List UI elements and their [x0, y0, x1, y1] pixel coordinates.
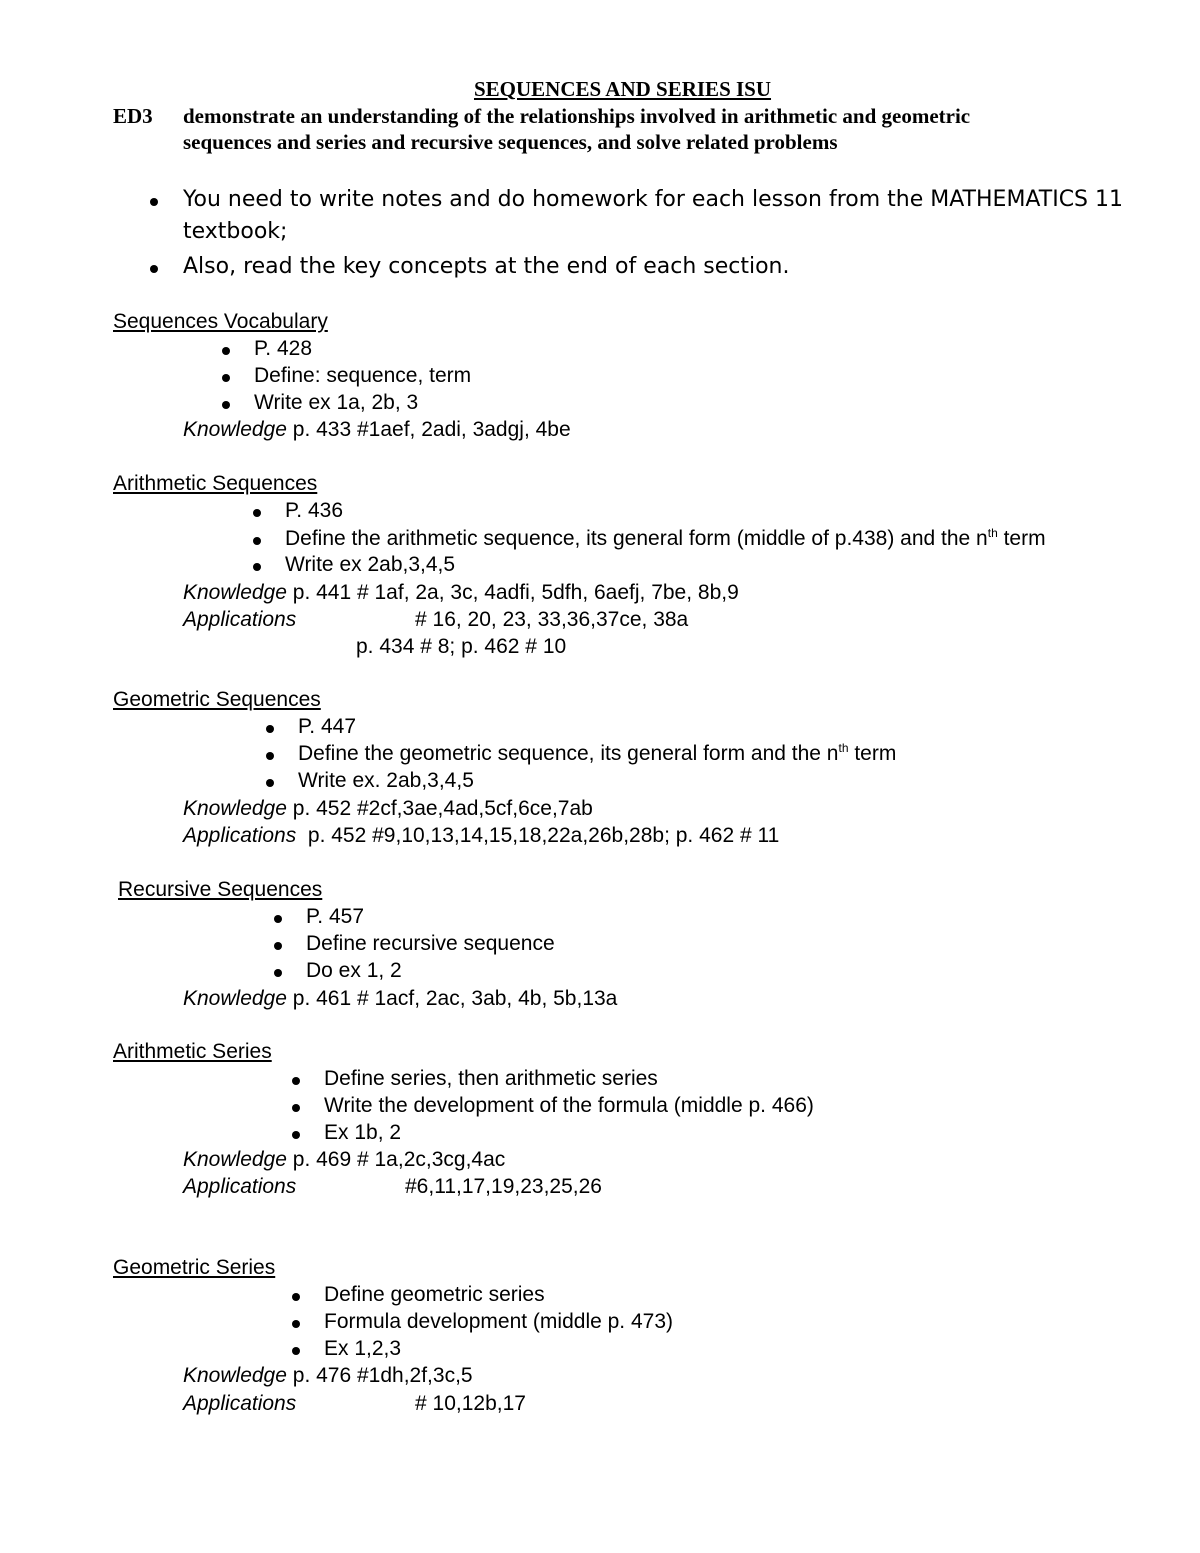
bullet-icon: [292, 1077, 300, 1085]
instruction-1-line-1: You need to write notes and do homework for each lesson from the MATHEMATICS 11: [183, 187, 1124, 212]
knowledge-text: p. 469 # 1a,2c,3cg,4ac: [292, 1148, 506, 1171]
knowledge-line: [183, 418, 571, 442]
bullet-icon: [266, 779, 274, 787]
page-title: SEQUENCES AND SERIES ISU: [473, 77, 772, 101]
expectation-line-2: sequences and series and recursive sequences, and solve related problems: [183, 130, 838, 154]
bullet-icon: [292, 1104, 300, 1112]
list-item: [298, 742, 896, 766]
expectation-code: ED3: [113, 104, 153, 128]
bullet-icon: [150, 265, 158, 273]
knowledge-label: Knowledge: [183, 987, 287, 1010]
list-item: Write ex. 2ab,3,4,5: [298, 769, 474, 792]
bullet-icon: [253, 509, 261, 517]
section-heading-arithmetic-series: Arithmetic Series: [113, 1040, 272, 1063]
bullet-icon: [292, 1131, 300, 1139]
list-item: Ex 1b, 2: [324, 1121, 402, 1144]
applications-text: #6,11,17,19,23,25,26: [405, 1175, 602, 1198]
list-item: Define: sequence, term: [254, 364, 472, 387]
knowledge-label: Knowledge: [183, 418, 287, 441]
bullet-icon: [222, 374, 230, 382]
list-item: P. 428: [254, 337, 313, 360]
list-item: Do ex 1, 2: [306, 959, 402, 982]
list-item: Ex 1,2,3: [324, 1337, 402, 1360]
applications-text: # 16, 20, 23, 33,36,37ce, 38a: [415, 608, 689, 631]
list-item-tail: term: [997, 527, 1046, 550]
applications-text-2: p. 434 # 8; p. 462 # 10: [356, 635, 567, 658]
applications-text: p. 452 #9,10,13,14,15,18,22a,26b,28b; p. 462 # 11: [307, 824, 780, 847]
list-item: Write the development of the formula (middle p. 466): [324, 1094, 814, 1117]
knowledge-label: Knowledge: [183, 1364, 287, 1387]
list-item-text: Define the geometric sequence, its general form and the n: [298, 742, 839, 765]
expectation-line-1: demonstrate an understanding of the relationships involved in arithmetic and geometric: [183, 104, 971, 128]
bullet-icon: [274, 942, 282, 950]
list-item: Define recursive sequence: [306, 932, 555, 955]
applications-text: # 10,12b,17: [415, 1392, 526, 1415]
list-item: P. 436: [285, 499, 344, 522]
knowledge-label: Knowledge: [183, 581, 287, 604]
knowledge-line: [183, 581, 739, 605]
bullet-icon: [253, 537, 261, 545]
knowledge-line: [183, 1364, 473, 1388]
list-item: [285, 527, 1046, 551]
section-heading-recursive-sequences: Recursive Sequences: [118, 878, 323, 901]
bullet-icon: [274, 915, 282, 923]
list-item-text: Define the arithmetic sequence, its general form (middle of p.438) and the n: [285, 527, 988, 550]
applications-label: Applications: [183, 1175, 297, 1198]
list-item: Define series, then arithmetic series: [324, 1067, 658, 1090]
bullet-icon: [292, 1347, 300, 1355]
applications-label: Applications: [183, 1392, 297, 1415]
applications-label: Applications: [183, 824, 297, 847]
bullet-icon: [222, 401, 230, 409]
knowledge-text: p. 433 #1aef, 2adi, 3adgj, 4be: [292, 418, 571, 441]
knowledge-text: p. 452 #2cf,3ae,4ad,5cf,6ce,7ab: [292, 797, 593, 820]
instruction-1-line-2: textbook;: [183, 219, 288, 244]
bullet-icon: [292, 1320, 300, 1328]
superscript: th: [838, 741, 849, 755]
list-item-tail: term: [848, 742, 897, 765]
list-item: Write ex 2ab,3,4,5: [285, 553, 456, 576]
knowledge-line: [183, 797, 593, 821]
applications-line: [183, 824, 779, 848]
knowledge-line: [183, 1148, 505, 1172]
bullet-icon: [253, 563, 261, 571]
section-heading-arithmetic-sequences: Arithmetic Sequences: [113, 472, 318, 495]
section-heading-vocabulary: Sequences Vocabulary: [113, 310, 328, 333]
knowledge-text: p. 441 # 1af, 2a, 3c, 4adfi, 5dfh, 6aefj, 7be, 8b,9: [292, 581, 739, 604]
bullet-icon: [266, 752, 274, 760]
bullet-icon: [292, 1293, 300, 1301]
list-item: P. 457: [306, 905, 365, 928]
knowledge-line: [183, 987, 617, 1011]
list-item: P. 447: [298, 715, 357, 738]
knowledge-text: p. 476 #1dh,2f,3c,5: [292, 1364, 473, 1387]
list-item: Formula development (middle p. 473): [324, 1310, 674, 1333]
applications-label: Applications: [183, 608, 297, 631]
instruction-2: Also, read the key concepts at the end of each section.: [183, 254, 790, 279]
bullet-icon: [150, 198, 158, 206]
section-heading-geometric-sequences: Geometric Sequences: [113, 688, 321, 711]
knowledge-label: Knowledge: [183, 797, 287, 820]
section-heading-geometric-series: Geometric Series: [113, 1256, 276, 1279]
list-item: Write ex 1a, 2b, 3: [254, 391, 419, 414]
bullet-icon: [222, 347, 230, 355]
bullet-icon: [274, 969, 282, 977]
bullet-icon: [266, 725, 274, 733]
knowledge-text: p. 461 # 1acf, 2ac, 3ab, 4b, 5b,13a: [292, 987, 618, 1010]
list-item: Define geometric series: [324, 1283, 545, 1306]
knowledge-label: Knowledge: [183, 1148, 287, 1171]
superscript: th: [987, 526, 998, 540]
